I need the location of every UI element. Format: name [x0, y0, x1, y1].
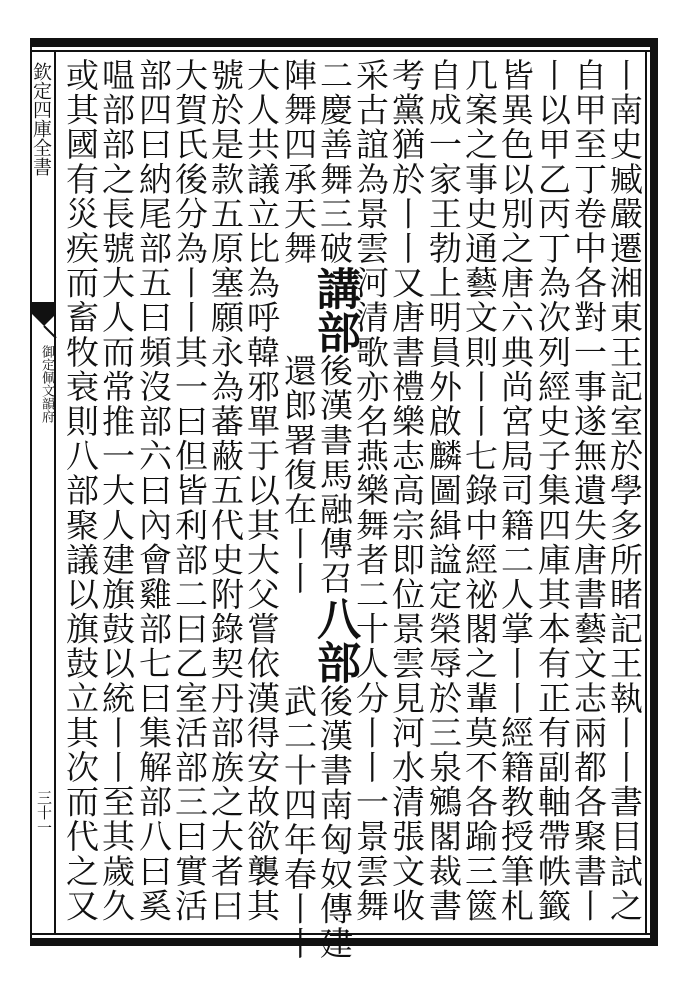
- text-column: 采古誼為景雲河清歌亦名燕樂舞者二十人分丨丨一景雲舞: [351, 58, 390, 923]
- text-column: 自成一家王勃上明員外啟麟圖緝諡定榮辱於三泉鵷閣裁書: [424, 58, 463, 923]
- frame-top-inner-border: [30, 50, 658, 52]
- text-column: 號於是款五原塞願永為蕃蔽五代史附錄契丹部族之大者曰: [206, 58, 245, 923]
- text-column-split: [309, 58, 360, 961]
- page-number: 三十一: [35, 790, 53, 835]
- fish-tail-icon: [30, 300, 60, 340]
- frame-top-border: [30, 38, 658, 47]
- text-line: 還郎署復在丨丨: [279, 353, 318, 596]
- text-line: 二慶善舞三破: [315, 58, 354, 266]
- text-column: 皆異色以別之唐六典尚宮局司籍二人掌丨丨經籍教授筆札: [496, 58, 535, 923]
- headword: 八部: [309, 595, 360, 684]
- text-column: 大賀氏後分為丨丨其一曰但皆利部二曰乙室活部三曰實活: [170, 58, 209, 923]
- text-line: 後漢書南匈奴傳建: [315, 683, 354, 961]
- text-column: 丨以甲乙丙丁為次列經史子集四庫其本有正有副軸帶帙籤: [533, 58, 572, 923]
- text-column: 考黨猶於丨丨又唐書禮樂志高宗即位景雲見河水清張文收: [387, 58, 426, 923]
- text-body: [61, 58, 644, 961]
- text-column: 部四曰納尾部五曰頻沒部六曰內會雞部七曰集解部八曰奚: [134, 58, 173, 923]
- text-line: 陣舞四承天舞: [279, 58, 318, 266]
- text-line: 武二十四年春丨丨: [279, 683, 318, 961]
- frame-right-border: [650, 38, 658, 946]
- text-column: 大人共議立比為呼韓邪單于以其大父嘗依漢得安故欲襲其: [242, 58, 281, 923]
- margin-title: 欽定四庫全書: [30, 62, 52, 176]
- text-column: 自甲至丁卷中各對一事遂無遺失唐書藝文志兩都各聚書丨: [569, 58, 608, 923]
- text-column: 几案之事史通藝文則丨丨七錄中經祕閣之輩莫不各踰三篋: [460, 58, 499, 923]
- text-column: 丨南史臧嚴遷湘東王記室於學多所睹記王執丨丨書目試之: [605, 58, 644, 923]
- text-column: 或其國有災疾而畜牧衰則八部聚議以旗鼓立其次而代之又: [61, 58, 100, 923]
- text-column: 嗢部部之長號大人而常推一大人建旗鼓以統丨丨至其歲久: [97, 58, 136, 923]
- text-column-split: [278, 58, 318, 961]
- margin-subtitle: 御定佩文韻府: [39, 345, 54, 423]
- frame-right-inner-border: [645, 52, 647, 933]
- text-line: 後漢書馬融傳召: [315, 353, 354, 596]
- headword: 講部: [309, 265, 360, 354]
